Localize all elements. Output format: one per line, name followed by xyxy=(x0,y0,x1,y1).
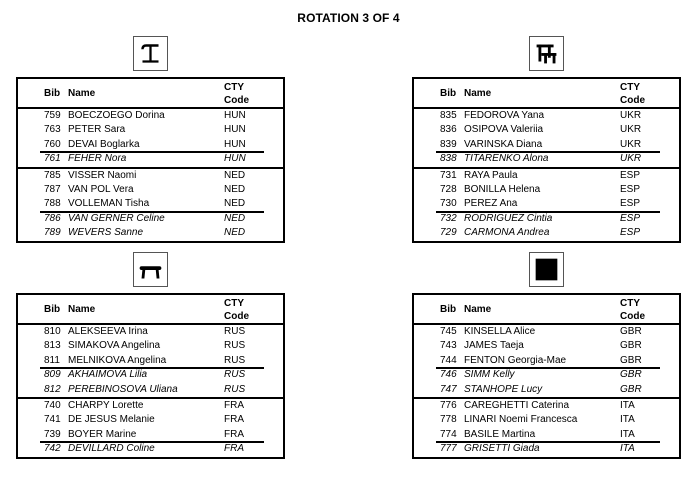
country-code: RUS xyxy=(224,354,246,366)
table-row xyxy=(414,354,679,368)
bib-number: 743 xyxy=(440,340,457,352)
country-code: HUN xyxy=(224,124,246,136)
athlete-name: VAN POL Vera xyxy=(68,183,134,195)
country-code: ITA xyxy=(620,399,635,411)
country-code: ESP xyxy=(620,198,641,210)
athlete-name: VARINSKA Diana xyxy=(464,138,543,150)
bib-number: 747 xyxy=(440,383,457,395)
table-row-reserve xyxy=(414,212,679,226)
athlete-name: JAMES Taeja xyxy=(464,340,524,352)
table-row-reserve xyxy=(414,152,679,166)
country-group xyxy=(18,325,283,397)
bib-number: 786 xyxy=(44,212,61,224)
country-code: GBR xyxy=(620,340,642,352)
table-row xyxy=(18,339,283,353)
bib-number: 742 xyxy=(44,443,61,455)
country-code: HUN xyxy=(224,138,246,150)
country-code: ITA xyxy=(620,443,635,455)
athlete-name: BOECZOEGO Dorina xyxy=(68,110,165,121)
table-row xyxy=(414,197,679,211)
country-group xyxy=(18,397,283,457)
column-header-code: Code xyxy=(620,311,645,322)
country-code: RUS xyxy=(224,383,246,395)
country-code: ESP xyxy=(620,183,641,195)
country-code: UKR xyxy=(620,153,642,165)
country-code: NED xyxy=(224,169,246,181)
rotation-table-uneven-bars-2 xyxy=(412,77,681,243)
athlete-name: PEREZ Ana xyxy=(464,198,518,210)
column-header-name: Name xyxy=(68,88,96,99)
table-row xyxy=(18,109,283,123)
table-row xyxy=(414,183,679,197)
uneven-bars-icon xyxy=(133,36,168,71)
table-row xyxy=(18,428,283,442)
athlete-name: PETER Sara xyxy=(68,124,126,136)
table-row xyxy=(18,325,283,339)
athlete-name: VOLLEMAN Tisha xyxy=(68,198,150,210)
rotation-table-balance-beam xyxy=(16,293,285,459)
country-code: NED xyxy=(224,227,246,239)
athlete-name: ALEKSEEVA Irina xyxy=(68,326,148,337)
table-row xyxy=(18,123,283,137)
bib-number: 835 xyxy=(440,110,457,121)
country-code: HUN xyxy=(224,153,246,165)
country-group xyxy=(414,325,679,397)
country-code: NED xyxy=(224,212,246,224)
table-row xyxy=(18,197,283,211)
table-row xyxy=(414,413,679,427)
table-header xyxy=(414,79,679,109)
athlete-name: CAREGHETTI Caterina xyxy=(464,399,570,411)
column-header-bib: Bib xyxy=(440,88,457,99)
table-row-reserve xyxy=(18,226,283,240)
country-code: RUS xyxy=(224,369,246,381)
country-code: HUN xyxy=(224,110,246,121)
bib-number: 836 xyxy=(440,124,457,136)
table-row xyxy=(18,413,283,427)
bib-number: 744 xyxy=(440,354,457,366)
column-header-cty: CTY xyxy=(620,82,640,93)
bib-number: 745 xyxy=(440,326,457,337)
rotation-table-floor xyxy=(412,293,681,459)
table-row xyxy=(18,138,283,152)
column-header-bib: Bib xyxy=(44,304,61,315)
table-row-reserve xyxy=(18,442,283,456)
bib-number: 761 xyxy=(44,153,61,165)
athlete-name: RODRIGUEZ Cintia xyxy=(464,212,553,224)
athlete-name: OSIPOVA Valeriia xyxy=(464,124,544,136)
bib-number: 763 xyxy=(44,124,61,136)
table-row xyxy=(414,123,679,137)
table-row-reserve xyxy=(18,383,283,397)
table-row-reserve xyxy=(18,368,283,382)
bib-number: 809 xyxy=(44,369,61,381)
bib-number: 789 xyxy=(44,227,61,239)
country-code: FRA xyxy=(224,399,244,411)
athlete-name: SIMAKOVA Angelina xyxy=(68,340,161,352)
athlete-name: LINARI Noemi Francesca xyxy=(464,414,578,426)
bib-number: 730 xyxy=(440,198,457,210)
table-row xyxy=(414,169,679,183)
athlete-name: DE JESUS Melanie xyxy=(68,414,155,426)
country-code: NED xyxy=(224,183,246,195)
column-header-cty-code xyxy=(620,81,645,107)
athlete-name: GRISETTI Giada xyxy=(464,443,540,455)
country-code: ITA xyxy=(620,428,635,440)
table-row xyxy=(414,428,679,442)
country-code: GBR xyxy=(620,369,642,381)
athlete-name: BASILE Martina xyxy=(464,428,536,440)
table-header xyxy=(18,79,283,109)
country-code: NED xyxy=(224,198,246,210)
bib-number: 838 xyxy=(440,153,457,165)
country-group xyxy=(414,167,679,241)
table-row xyxy=(414,138,679,152)
floor-exercise-icon xyxy=(529,252,564,287)
country-code: UKR xyxy=(620,124,642,136)
bib-number: 741 xyxy=(44,414,61,426)
bib-number: 810 xyxy=(44,326,61,337)
bib-number: 732 xyxy=(440,212,457,224)
athlete-name: TITARENKO Alona xyxy=(464,153,549,165)
country-group xyxy=(18,109,283,167)
table-row xyxy=(18,169,283,183)
table-row-reserve xyxy=(414,442,679,456)
bib-number: 778 xyxy=(440,414,457,426)
athlete-name: KINSELLA Alice xyxy=(464,326,536,337)
country-code: FRA xyxy=(224,443,244,455)
column-header-cty: CTY xyxy=(224,82,244,93)
rotation-table-uneven-bars xyxy=(16,77,285,243)
bib-number: 812 xyxy=(44,383,61,395)
bib-number: 811 xyxy=(44,354,60,366)
bib-number: 787 xyxy=(44,183,61,195)
bib-number: 777 xyxy=(440,443,457,455)
table-header xyxy=(18,295,283,325)
country-code: GBR xyxy=(620,383,642,395)
bib-number: 785 xyxy=(44,169,61,181)
uneven-bars-alt-icon xyxy=(529,36,564,71)
country-group xyxy=(414,109,679,167)
country-code: FRA xyxy=(224,414,244,426)
column-header-code: Code xyxy=(224,311,249,322)
page-title: ROTATION 3 OF 4 xyxy=(297,11,400,25)
column-header-name: Name xyxy=(464,88,492,99)
bib-number: 760 xyxy=(44,138,61,150)
athlete-name: AKHAIMOVA Lilia xyxy=(68,369,148,381)
athlete-name: FENTON Georgia-Mae xyxy=(464,354,567,366)
country-code: GBR xyxy=(620,354,642,366)
bib-number: 788 xyxy=(44,198,61,210)
table-row xyxy=(18,399,283,413)
bib-number: 740 xyxy=(44,399,61,411)
athlete-name: RAYA Paula xyxy=(464,169,518,181)
athlete-name: VISSER Naomi xyxy=(68,169,137,181)
table-row-reserve xyxy=(414,368,679,382)
athlete-name: MELNIKOVA Angelina xyxy=(68,354,167,366)
table-row xyxy=(18,183,283,197)
country-group xyxy=(18,167,283,241)
athlete-name: PEREBINOSOVA Uliana xyxy=(68,383,178,395)
column-header-bib: Bib xyxy=(440,304,457,315)
country-code: GBR xyxy=(620,326,642,337)
athlete-name: BOYER Marine xyxy=(68,428,137,440)
column-header-bib: Bib xyxy=(44,88,61,99)
athlete-name: WEVERS Sanne xyxy=(68,227,144,239)
table-row-reserve xyxy=(414,383,679,397)
column-header-code: Code xyxy=(224,95,249,106)
athlete-name: DEVAI Boglarka xyxy=(68,138,140,150)
country-code: ESP xyxy=(620,212,641,224)
column-header-name: Name xyxy=(68,304,96,315)
column-header-cty: CTY xyxy=(224,298,244,309)
athlete-name: SIMM Kelly xyxy=(464,369,515,381)
bib-number: 774 xyxy=(440,428,457,440)
country-code: FRA xyxy=(224,428,244,440)
athlete-name: BONILLA Helena xyxy=(464,183,541,195)
column-header-cty: CTY xyxy=(620,298,640,309)
country-code: RUS xyxy=(224,326,246,337)
table-row xyxy=(414,109,679,123)
athlete-name: FEHER Nora xyxy=(68,153,127,165)
athlete-name: CHARPY Lorette xyxy=(68,399,144,411)
athlete-name: FEDOROVA Yana xyxy=(464,110,545,121)
column-header-cty-code xyxy=(620,297,645,323)
country-code: UKR xyxy=(620,110,642,121)
column-header-cty-code xyxy=(224,297,249,323)
bib-number: 813 xyxy=(44,340,61,352)
table-row xyxy=(414,399,679,413)
bib-number: 729 xyxy=(440,227,457,239)
athlete-name: DEVILLARD Coline xyxy=(68,443,155,455)
table-header xyxy=(414,295,679,325)
bib-number: 731 xyxy=(440,169,457,181)
country-code: RUS xyxy=(224,340,246,352)
athlete-name: VAN GERNER Celine xyxy=(68,212,165,224)
country-code: ESP xyxy=(620,169,641,181)
table-row xyxy=(414,339,679,353)
balance-beam-icon xyxy=(133,252,168,287)
bib-number: 839 xyxy=(440,138,457,150)
table-row-reserve xyxy=(18,212,283,226)
country-code: ESP xyxy=(620,227,641,239)
bib-number: 739 xyxy=(44,428,61,440)
athlete-name: CARMONA Andrea xyxy=(464,227,550,239)
athlete-name: STANHOPE Lucy xyxy=(464,383,543,395)
bib-number: 746 xyxy=(440,369,457,381)
table-row-reserve xyxy=(18,152,283,166)
bib-number: 776 xyxy=(440,399,457,411)
column-header-cty-code xyxy=(224,81,249,107)
country-code: ITA xyxy=(620,414,635,426)
table-row-reserve xyxy=(414,226,679,240)
country-code: UKR xyxy=(620,138,642,150)
column-header-name: Name xyxy=(464,304,492,315)
table-row xyxy=(18,354,283,368)
column-header-code: Code xyxy=(620,95,645,106)
table-row xyxy=(414,325,679,339)
country-group xyxy=(414,397,679,457)
bib-number: 759 xyxy=(44,110,61,121)
bib-number: 728 xyxy=(440,183,457,195)
